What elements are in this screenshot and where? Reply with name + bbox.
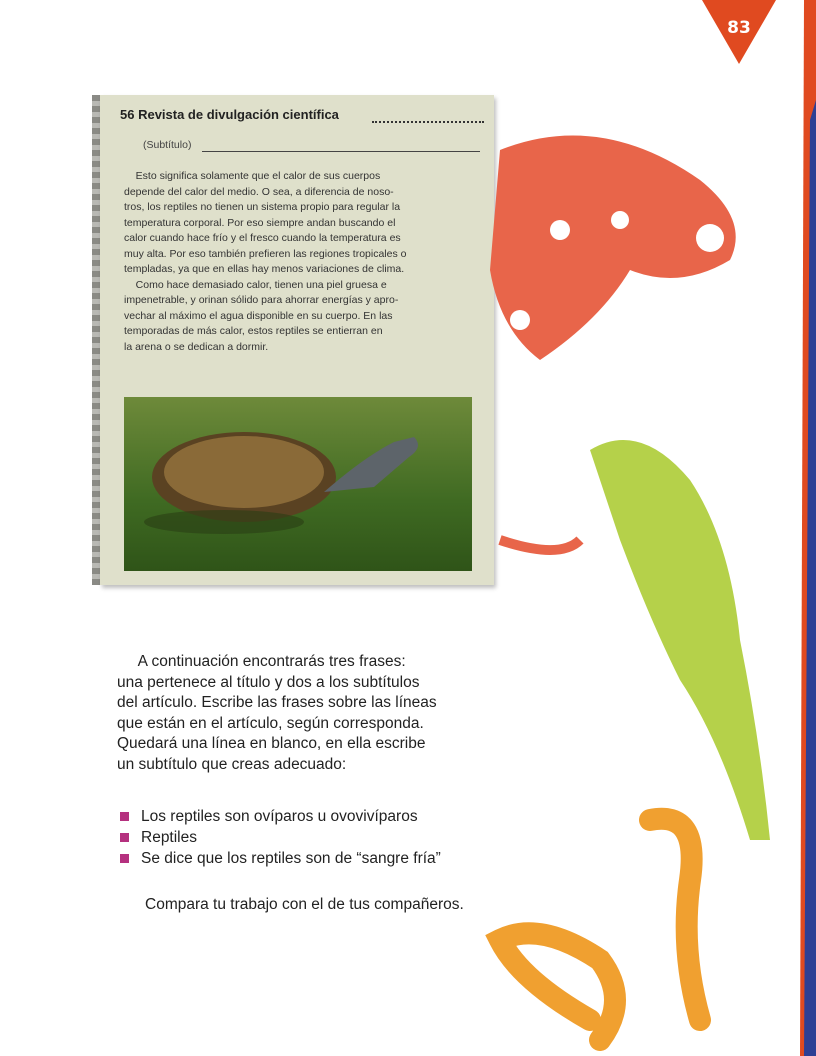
body-line: impenetrable, y orinan sólido para ahorrar energías y apro- [124,294,399,306]
title-answer-line[interactable] [372,111,484,123]
snake-illustration [500,819,700,1040]
phrase: Se dice que los reptiles son de “sangre fría” [141,850,441,867]
body-line: tros, los reptiles no tienen un sistema propio para regular la [124,201,401,213]
body-line: templadas, ya que en ellas hay menos variaciones de clima. [124,263,405,275]
bullet-square-icon [120,812,129,821]
phrase-list [120,806,441,869]
body-line: Como hace demasiado calor, tienen una piel gruesa e [124,278,387,291]
body-line: muy alta. Por eso también prefieren las regiones tropicales o [124,247,407,260]
instruction-line: del artículo. Escribe las frases sobre las líneas [117,694,437,711]
instruction-line: A continuación encontrarás tres frases: [117,653,406,670]
instruction-line: Quedará una línea en blanco, en ella escribe [117,735,426,752]
body-line: temperatura corporal. Por eso siempre andan buscando el [124,216,396,229]
instruction-line: una pertenece al título y dos a los subtítulos [117,673,420,691]
body-line: Esto significa solamente que el calor de sus cuerpos [124,170,381,182]
clipping-body [124,169,494,355]
page-edge-decoration [786,0,816,1056]
body-line: depende del calor del medio. O sea, a diferencia de noso- [124,185,394,198]
body-line: la arena o se dedican a dormir. [124,340,269,353]
turtle-photo [124,397,472,571]
closing-instruction: Compara tu trabajo con el de tus compañeros. [145,896,464,913]
reptile-illustrations [480,120,780,1056]
instruction-line: un subtítulo que creas adecuado: [117,755,347,773]
subtitle-answer-line[interactable] [202,151,480,152]
list-item [120,848,441,869]
body-line: vechar al máximo el agua disponible en su cuerpo. En las [124,309,393,322]
instruction-line: que están en el artículo, según corresponda. [117,714,424,732]
body-line: calor cuando hace frío y el fresco cuando la temperatura es [124,232,401,244]
subtitle-label: (Subtítulo) [143,139,192,151]
bullet-square-icon [120,833,129,842]
list-item [120,827,441,848]
phrase: Reptiles [141,829,197,846]
phrase: Los reptiles son ovíparos u ovovivíparos [141,808,418,825]
clipping-title: 56 Revista de divulgación científica [120,107,339,122]
list-item [120,806,441,827]
lizard-illustration [590,440,770,840]
page-number: 83 [727,18,751,38]
bullet-square-icon [120,854,129,863]
instructions [117,652,437,775]
body-line: temporadas de más calor, estos reptiles se entierran en [124,325,383,337]
magazine-clipping [100,95,494,585]
